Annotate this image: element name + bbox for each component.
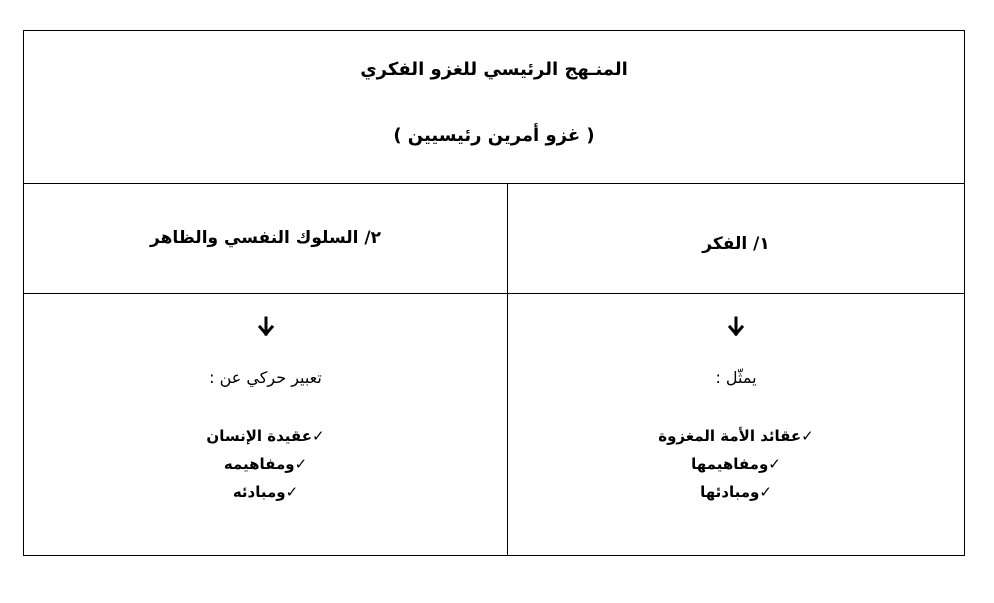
concept-table (23, 30, 965, 556)
check-mark-icon: ✓ (801, 427, 814, 445)
list-item: ✓ومبادئه (232, 483, 299, 501)
check-mark-icon: ✓ (294, 455, 308, 473)
list-item: ✓ومبادئها (700, 483, 772, 501)
down-arrow-icon (24, 316, 507, 341)
page-title: المنـهج الرئيسي للغزو الفكري (360, 59, 628, 80)
list-item: ✓ومفاهيمها (691, 455, 781, 473)
intro-text: تعبير حركي عن : (209, 368, 322, 387)
list-item: ✓عقائد الأمة المغزوة (658, 427, 814, 445)
table-header (24, 31, 964, 184)
check-mark-icon: ✓ (759, 483, 772, 501)
column-body-behavior (24, 294, 507, 555)
item-list (508, 422, 964, 506)
check-mark-icon: ✓ (311, 427, 325, 445)
item-list (24, 422, 507, 506)
heading-text: ١/ الفكر (702, 234, 770, 254)
check-mark-icon: ✓ (285, 483, 299, 501)
column-heading-thought (508, 183, 964, 293)
check-mark-icon: ✓ (768, 455, 781, 473)
page-subtitle: ( غزو أمرين رئيسيين ) (393, 125, 595, 146)
column-body-thought (508, 294, 964, 555)
intro-text: يمثّل : (715, 368, 757, 387)
heading-text: ٢/ السلوك النفسي والظاهر (150, 228, 382, 248)
column-heading-behavior (24, 183, 507, 293)
down-arrow-icon (508, 316, 964, 341)
list-item: ✓ومفاهيمه (223, 455, 308, 473)
list-item: ✓عقيدة الإنسان (206, 427, 325, 445)
